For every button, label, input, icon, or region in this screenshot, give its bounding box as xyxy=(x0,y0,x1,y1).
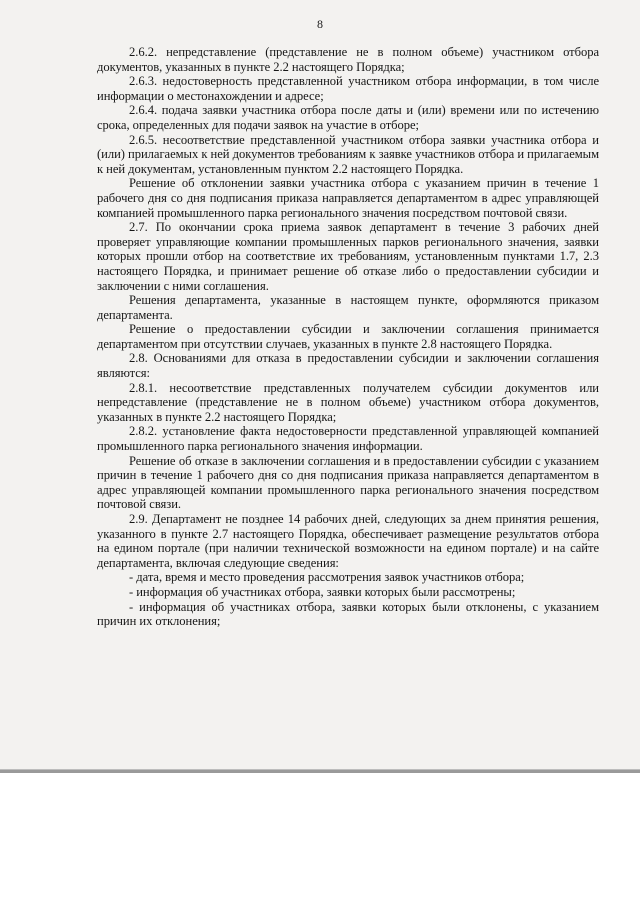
paragraph-rejection-decision: Решение об отклонении заявки участника отбора с указанием причин в течение 1 рабочего дня со дня подписания приказа направляется департаментом в адрес управляющей компанией промышленного парка регионального значения посредством почтовой связи. xyxy=(97,176,599,220)
paragraph-2-7: 2.7. По окончании срока приема заявок департамент в течение 3 рабочих дней проверяет управляющие компании промышленных парков регионального значения, заявки которых прошли отбор на соответствие их требованиям, установленным пунктами 1.7, 2.3 настоящего Порядка, и принимает решение об отказе либо о предоставлении субсидии и заключении с ними соглашения. xyxy=(97,220,599,293)
paragraph-2-8: 2.8. Основаниями для отказа в предоставлении субсидии и заключении соглашения являются: xyxy=(97,351,599,381)
paragraph-2-6-4: 2.6.4. подача заявки участника отбора после даты и (или) времени или по истечению срока, определенных для подачи заявок на участие в отборе; xyxy=(97,103,599,132)
page-number: 8 xyxy=(317,17,323,31)
document-body xyxy=(97,45,599,629)
paragraph-2-8-1: 2.8.1. несоответствие представленных получателем субсидии документов или непредставление (представление не в полном объеме) участником отбора документов, указанных в пункте 2.2 настоящего Порядка; xyxy=(97,380,599,424)
list-item-rejected-participants: - информация об участниках отбора, заявки которых были отклонены, с указанием причин их отклонения; xyxy=(97,599,599,629)
paragraph-2-6-3: 2.6.3. недостоверность представленной участником отбора информации, в том числе информации о местонахождении и адресе; xyxy=(97,74,599,103)
paragraph-refusal-decision: Решение об отказе в заключении соглашения и в предоставлении субсидии с указанием причин в течение 1 рабочего дня со дня подписания приказа направляется департаментом в адрес управляющей компании промышленного парка регионального значения посредством почтовой связи. xyxy=(97,453,599,512)
paragraph-2-9: 2.9. Департамент не позднее 14 рабочих дней, следующих за днем принятия решения, указанного в пункте 2.7 настоящего Порядка, обеспечивает размещение результатов отбора на едином портале (при наличии технической возможности на едином портале) и на сайте департамента, включая следующие сведения: xyxy=(97,512,599,570)
paragraph-department-decisions: Решения департамента, указанные в настоящем пункте, оформляются приказом департамента. xyxy=(97,293,599,322)
list-item-reviewed-participants: - информация об участниках отбора, заявки которых были рассмотрены; xyxy=(129,584,516,599)
paragraph-2-8-2: 2.8.2. установление факта недостоверности представленной управляющей компанией промышленного парка регионального значения информации. xyxy=(97,424,599,454)
paragraph-subsidy-decision: Решение о предоставлении субсидии и заключении соглашения принимается департаментом при отсутствии случаев, указанных в пункте 2.8 настоящего Порядка. xyxy=(97,322,599,351)
list-item-review-date: - дата, время и место проведения рассмотрения заявок участников отбора; xyxy=(129,570,525,585)
paragraph-2-6-2: 2.6.2. непредставление (представление не в полном объеме) участником отбора документов, указанных в пункте 2.2 настоящего Порядка; xyxy=(97,45,599,74)
paragraph-2-6-5: 2.6.5. несоответствие представленной участником отбора заявки участника отбора и (или) прилагаемых к ней документов требованиям к заявке участников отбора и прилагаемым к ней документам, установленным пунктом 2.2 настоящего Порядка. xyxy=(97,132,599,176)
